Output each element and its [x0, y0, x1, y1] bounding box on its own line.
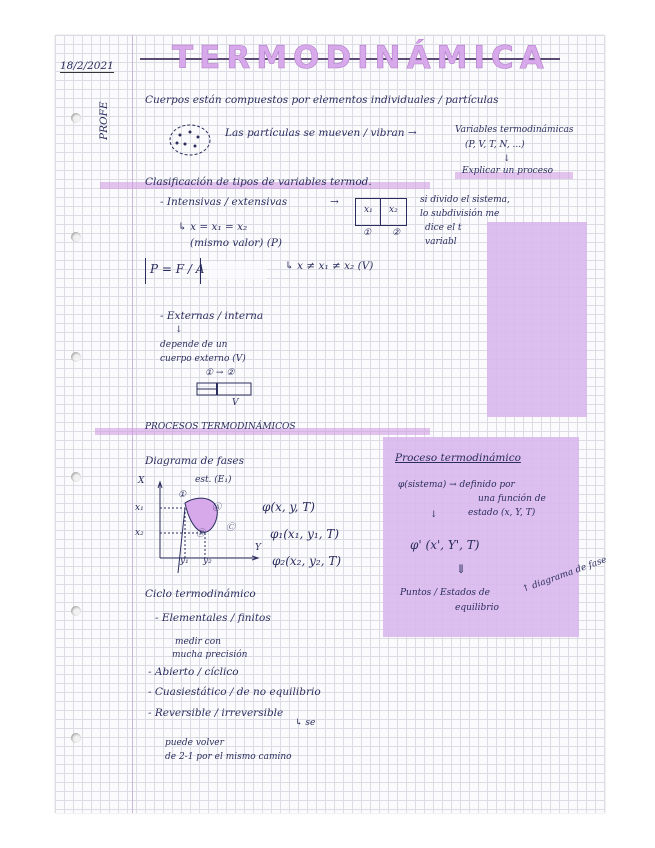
- processes-heading: PROCESOS TERMODINÁMICOS: [145, 422, 296, 432]
- note-line: dice el t: [425, 223, 462, 233]
- particles-icon: [165, 120, 215, 160]
- y2-label: y₂: [203, 556, 212, 566]
- sticky-line: φ(sistema) → definido por: [398, 480, 515, 490]
- sticky-line: una función de: [478, 494, 546, 504]
- point-1: ①: [178, 490, 187, 500]
- arrow-down: ↓: [503, 154, 511, 164]
- depends-line: cuerpo externo (V): [160, 354, 246, 364]
- measure-line: medir con: [175, 637, 221, 647]
- reversible-note: de 2-1 por el mismo camino: [165, 752, 292, 762]
- axis-x-label: X: [138, 476, 145, 486]
- down-arrow: ↓: [175, 325, 183, 335]
- list-item: - Cuasiestático / de no equilibrio: [148, 686, 321, 698]
- particles-text: Las partículas se mueven / vibran →: [225, 127, 417, 139]
- equal-line: ↳ x = x₁ = x₂: [178, 221, 248, 233]
- notebook-page: [55, 35, 605, 813]
- sticky-note-blank: [487, 222, 587, 417]
- piston-icon: [195, 380, 255, 400]
- punch-hole: [71, 606, 81, 616]
- sticky-line: estado (x, Y, T): [468, 508, 536, 518]
- axis-y-label: Y: [255, 543, 261, 553]
- x1-label: x₁: [135, 503, 144, 513]
- cell-x1: x₁: [364, 205, 373, 215]
- se-arrow: ↳ se: [295, 718, 316, 728]
- sticky-arrow: ⇓: [456, 562, 467, 576]
- date: 18/2/2021: [60, 60, 114, 72]
- punch-hole: [71, 472, 81, 482]
- vars-list: (P, V, T, N, ...): [465, 140, 525, 150]
- piston-v: V: [232, 398, 239, 408]
- arrow-right: →: [330, 196, 339, 208]
- state-eq: φ(x, y, T): [262, 500, 315, 514]
- point-b: Ⓑ: [196, 529, 206, 539]
- measure-line: mucha precisión: [172, 650, 248, 660]
- sticky-title: Proceso termodinámico: [395, 452, 521, 464]
- margin-line: [132, 35, 133, 813]
- note-line: si divido el sistema,: [420, 195, 510, 205]
- profe-label: PROFE: [98, 101, 110, 140]
- not-equal-line: ↳ x ≠ x₁ ≠ x₂ (V): [285, 260, 374, 272]
- punch-hole: [71, 113, 81, 123]
- punch-hole: [71, 733, 81, 743]
- sticky-eq: φ' (x', Y', T): [410, 538, 480, 552]
- point-c: Ⓒ: [226, 523, 236, 533]
- page-title: TERMODINÁMICA: [172, 40, 550, 76]
- reversible-note: puede volver: [165, 738, 224, 748]
- piston-labels: ① → ②: [205, 368, 235, 378]
- intensive-extensive: - Intensivas / extensivas: [160, 196, 288, 208]
- note-line: lo subdivisión me: [420, 209, 500, 219]
- list-item: - Abierto / cíclico: [148, 666, 239, 678]
- est-label: est. (E₁): [195, 475, 232, 485]
- sticky-side-note: ↑ diagrama de fase: [520, 555, 609, 595]
- sticky-line: equilibrio: [455, 603, 499, 613]
- x2-label: x₂: [135, 528, 144, 538]
- erased-area: [207, 262, 267, 280]
- y1-label: y₁: [180, 556, 189, 566]
- cell-num-2: ②: [392, 228, 401, 238]
- system-box: [355, 198, 407, 226]
- state-eq: φ₂(x₂, y₂, T): [272, 554, 342, 568]
- cell-x2: x₂: [389, 205, 398, 215]
- depends-line: depende de un: [160, 340, 228, 350]
- punch-hole: [71, 352, 81, 362]
- punch-hole: [71, 232, 81, 242]
- list-item: - Reversible / irreversible: [148, 707, 284, 719]
- external-internal: - Externas / interna: [160, 310, 264, 322]
- sticky-line: Puntos / Estados de: [400, 588, 490, 598]
- classification-heading: Clasificación de tipos de variables termod.: [145, 176, 372, 188]
- same-value: (mismo valor) (P): [190, 237, 282, 249]
- cycle-title: Ciclo termodinámico: [145, 588, 256, 600]
- point-a: Ⓐ: [212, 503, 222, 513]
- sticky-arrow: ↓: [430, 510, 438, 520]
- list-item: - Elementales / finitos: [155, 612, 271, 624]
- explain-text: Explicar un proceso: [462, 166, 554, 176]
- cell-num-1: ①: [363, 228, 372, 238]
- box-divider: [380, 199, 381, 225]
- state-eq: φ₁(x₁, y₁, T): [270, 527, 340, 541]
- vars-title: Variables termodinámicas: [455, 125, 574, 135]
- pressure-formula: P = F / A: [150, 262, 205, 276]
- phase-diagram-title: Diagrama de fases: [145, 455, 245, 467]
- intro-line: Cuerpos están compuestos por elementos individuales / partículas: [145, 94, 499, 106]
- note-line: variabl: [425, 237, 457, 247]
